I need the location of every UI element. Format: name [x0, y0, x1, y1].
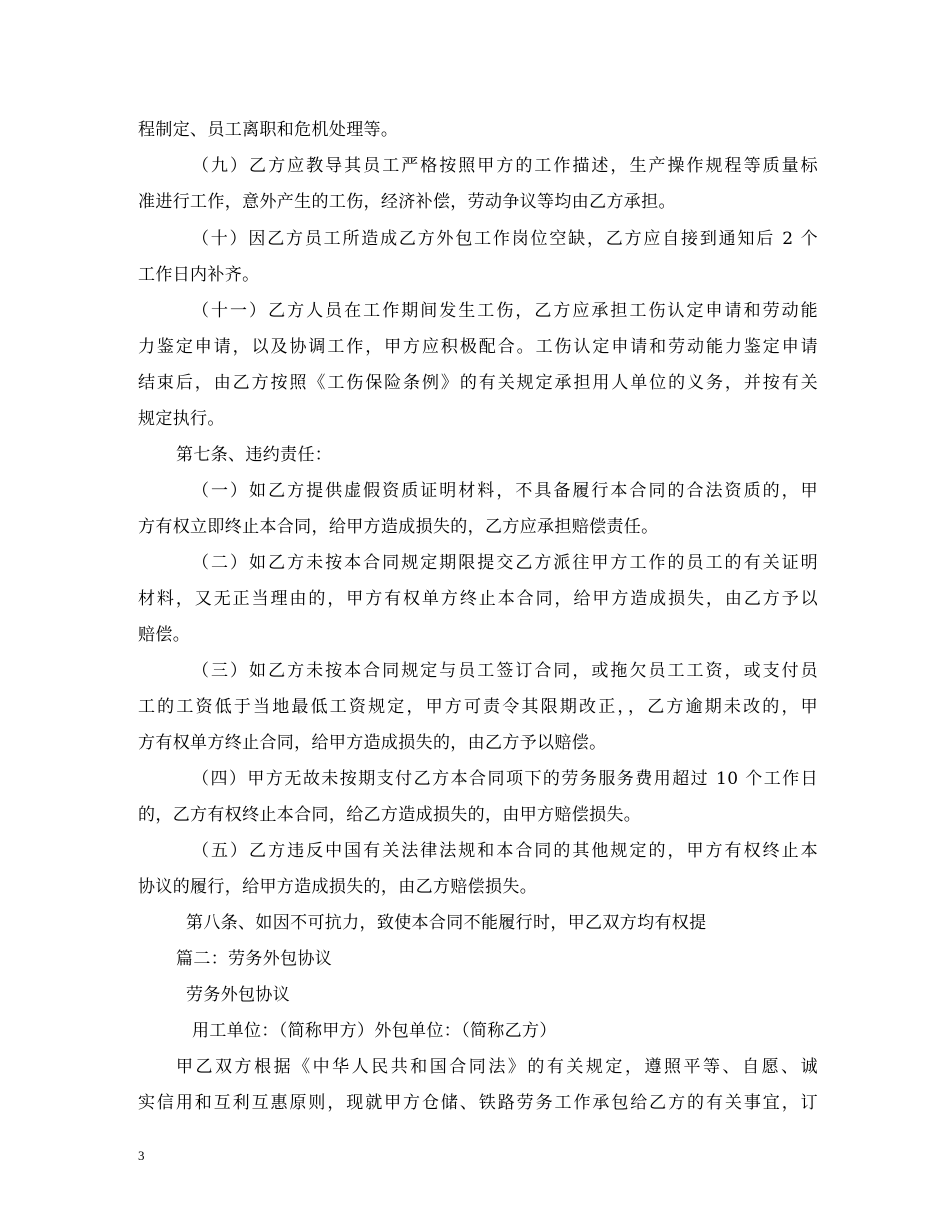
text-line: 材料，又无正当理由的，甲方有权单方终止本合同，给甲方造成损失，由乙方予以: [138, 589, 818, 609]
section-heading: 第八条、如因不可抗力，致使本合同不能履行时，甲乙双方均有权提: [186, 913, 707, 933]
text-line: 规定执行。: [138, 409, 225, 429]
text-line: 甲乙双方根据《中华人民共和国合同法》的有关规定，遵照平等、自愿、诚: [176, 1057, 818, 1077]
text-line: （三）如乙方未按本合同规定与员工签订合同，或拖欠员工工资，或支付员: [192, 661, 818, 681]
text-line: （四）甲方无故未按期支付乙方本合同项下的劳务服务费用超过 10 个工作日: [192, 769, 818, 789]
text-line: 程制定、员工离职和危机处理等。: [138, 120, 399, 140]
section-heading: 第七条、违约责任：: [176, 445, 333, 465]
text-line: 用工单位：（简称甲方）外包单位：（简称乙方）: [192, 1021, 557, 1041]
text-line: 实信用和互利互惠原则，现就甲方仓储、铁路劳务工作承包给乙方的有关事宜，订: [138, 1093, 818, 1113]
text-line: 工的工资低于当地最低工资规定，甲方可责令其限期改正，，乙方逾期未改的，甲: [138, 697, 818, 717]
text-line: （十）因乙方员工所造成乙方外包工作岗位空缺，乙方应自接到通知后 2 个: [192, 229, 818, 249]
text-line: （九）乙方应教导其员工严格按照甲方的工作描述，生产操作规程等质量标: [192, 156, 818, 176]
text-line: 方有权单方终止合同，给甲方造成损失的，由乙方予以赔偿。: [138, 733, 607, 753]
text-line: 力鉴定申请，以及协调工作，甲方应积极配合。工伤认定申请和劳动能力鉴定申请: [138, 337, 818, 357]
text-line: 准进行工作，意外产生的工伤，经济补偿，劳动争议等均由乙方承担。: [138, 192, 676, 212]
text-line: 结束后，由乙方按照《工伤保险条例》的有关规定承担用人单位的义务，并按有关: [138, 373, 818, 393]
text-line: 工作日内补齐。: [138, 265, 260, 285]
page-number: 3: [138, 1148, 145, 1163]
text-line: （五）乙方违反中国有关法律法规和本合同的其他规定的，甲方有权终止本: [192, 841, 818, 861]
text-line: （十一）乙方人员在工作期间发生工伤，乙方应承担工伤认定申请和劳动能: [192, 301, 818, 321]
text-line: 协议的履行，给甲方造成损失的，由乙方赔偿损失。: [138, 877, 538, 897]
section-heading: 篇二：劳务外包协议: [176, 949, 333, 969]
text-line: （一）如乙方提供虚假资质证明材料，不具备履行本合同的合法资质的，甲: [192, 481, 818, 501]
text-line: （二）如乙方未按本合同规定期限提交乙方派往甲方工作的员工的有关证明: [192, 553, 818, 573]
text-line: 赔偿。: [138, 625, 191, 645]
text-line: 的，乙方有权终止本合同，给乙方造成损失的，由甲方赔偿损失。: [138, 805, 642, 825]
text-line: 方有权立即终止本合同，给甲方造成损失的，乙方应承担赔偿责任。: [138, 517, 659, 537]
document-title: 劳务外包协议: [186, 985, 291, 1005]
